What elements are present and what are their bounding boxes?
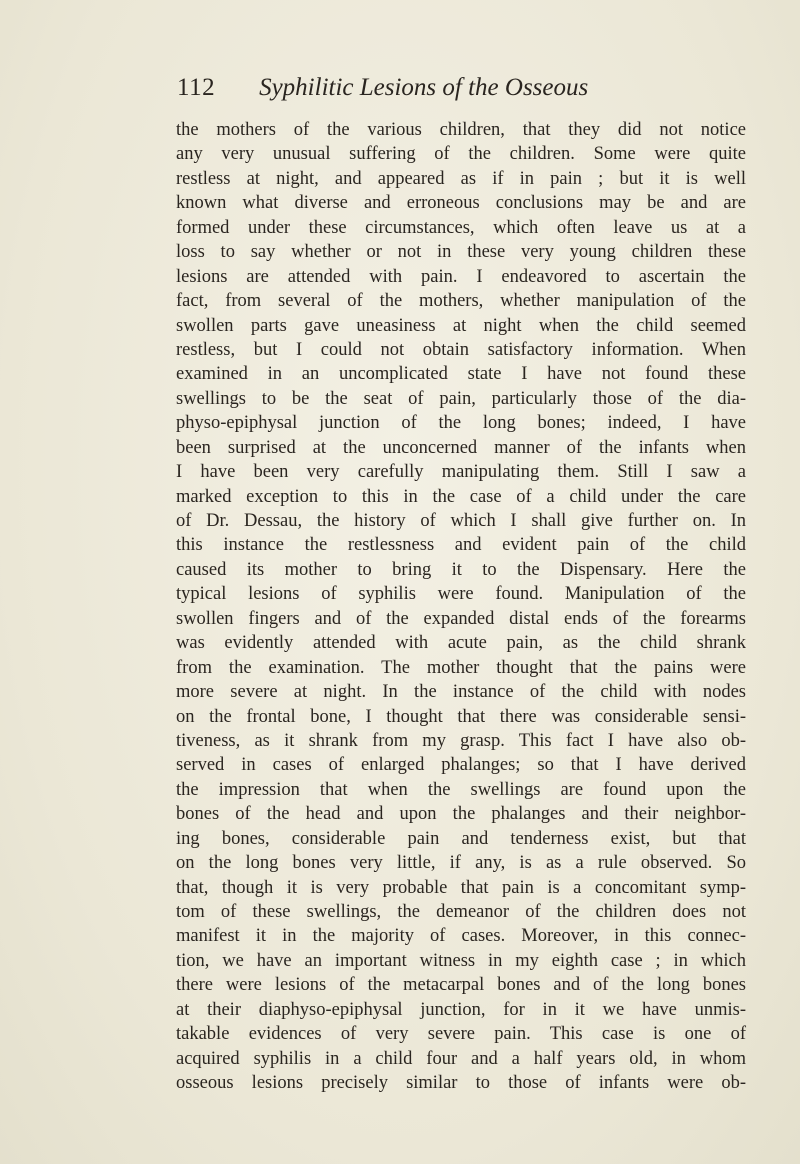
text-line: manifest it in the majority of cases. Moreover, in this connec- <box>176 926 746 947</box>
text-line: been surprised at the unconcerned manner of the infants when <box>176 437 746 458</box>
text-line: ing bones, considerable pain and tenderness exist, but that <box>176 828 746 849</box>
running-head <box>177 74 737 108</box>
text-line: acquired syphilis in a child four and a half years old, in whom <box>176 1048 746 1069</box>
text-line: on the long bones very little, if any, is as a rule observed. So <box>176 853 746 874</box>
text-line: swollen fingers and of the expanded distal ends of the forearms <box>176 608 746 629</box>
text-line: swollen parts gave uneasiness at night when the child seemed <box>176 315 746 336</box>
page-number: 112 <box>177 74 216 101</box>
text-line: served in cases of enlarged phalanges; so that I have derived <box>176 755 746 776</box>
text-line: on the frontal bone, I thought that there was considerable sensi- <box>176 706 746 727</box>
body-paragraph <box>176 118 746 1096</box>
text-line: tom of these swellings, the demeanor of the children does not <box>176 902 746 922</box>
text-line: tion, we have an important witness in my eighth case ; in which <box>176 950 746 971</box>
text-line: lesions are attended with pain. I endeavored to ascertain the <box>176 266 746 287</box>
text-line: caused its mother to bring it to the Dispensary. Here the <box>176 559 746 580</box>
text-line: examined in an uncomplicated state I have not found these <box>176 364 746 385</box>
text-line: the impression that when the swellings are found upon the <box>176 779 746 800</box>
text-line: I have been very carefully manipulating them. Still I saw a <box>176 462 746 483</box>
text-line: loss to say whether or not in these very young children these <box>176 242 746 263</box>
text-line: typical lesions of syphilis were found. Manipulation of the <box>176 584 746 605</box>
text-line: any very unusual suffering of the children. Some were quite <box>176 144 746 165</box>
running-title: Syphilitic Lesions of the Osseous <box>259 74 589 101</box>
text-line: at their diaphyso-epiphysal junction, for in it we have unmis- <box>176 999 746 1020</box>
text-line: there were lesions of the metacarpal bones and of the long bones <box>176 975 746 996</box>
text-line: restless at night, and appeared as if in pain ; but it is well <box>176 168 746 189</box>
text-line: physo-epiphysal junction of the long bones; indeed, I have <box>176 413 746 434</box>
text-line: known what diverse and erroneous conclusions may be and are <box>176 193 746 214</box>
text-line: marked exception to this in the case of a child under the care <box>176 486 746 507</box>
text-line: fact, from several of the mothers, whether manipulation of the <box>176 291 746 312</box>
text-line: tiveness, as it shrank from my grasp. This fact I have also ob- <box>176 730 746 751</box>
text-line: was evidently attended with acute pain, as the child shrank <box>176 633 746 654</box>
text-line: that, though it is very probable that pain is a concomitant symp- <box>176 877 746 898</box>
text-line: of Dr. Dessau, the history of which I shall give further on. In <box>176 511 746 531</box>
text-line: takable evidences of very severe pain. This case is one of <box>176 1024 746 1045</box>
text-line: restless, but I could not obtain satisfactory information. When <box>176 339 746 360</box>
text-line: from the examination. The mother thought that the pains were <box>176 657 746 678</box>
text-line: swellings to be the seat of pain, particularly those of the dia- <box>176 388 746 409</box>
text-line: osseous lesions precisely similar to those of infants were ob- <box>176 1073 746 1094</box>
text-line: this instance the restlessness and evident pain of the child <box>176 535 746 556</box>
text-line: the mothers of the various children, that they did not notice <box>176 120 746 140</box>
text-line: more severe at night. In the instance of the child with nodes <box>176 682 746 703</box>
text-line: bones of the head and upon the phalanges and their neighbor- <box>176 804 746 825</box>
text-line: formed under these circumstances, which often leave us at a <box>176 217 746 238</box>
